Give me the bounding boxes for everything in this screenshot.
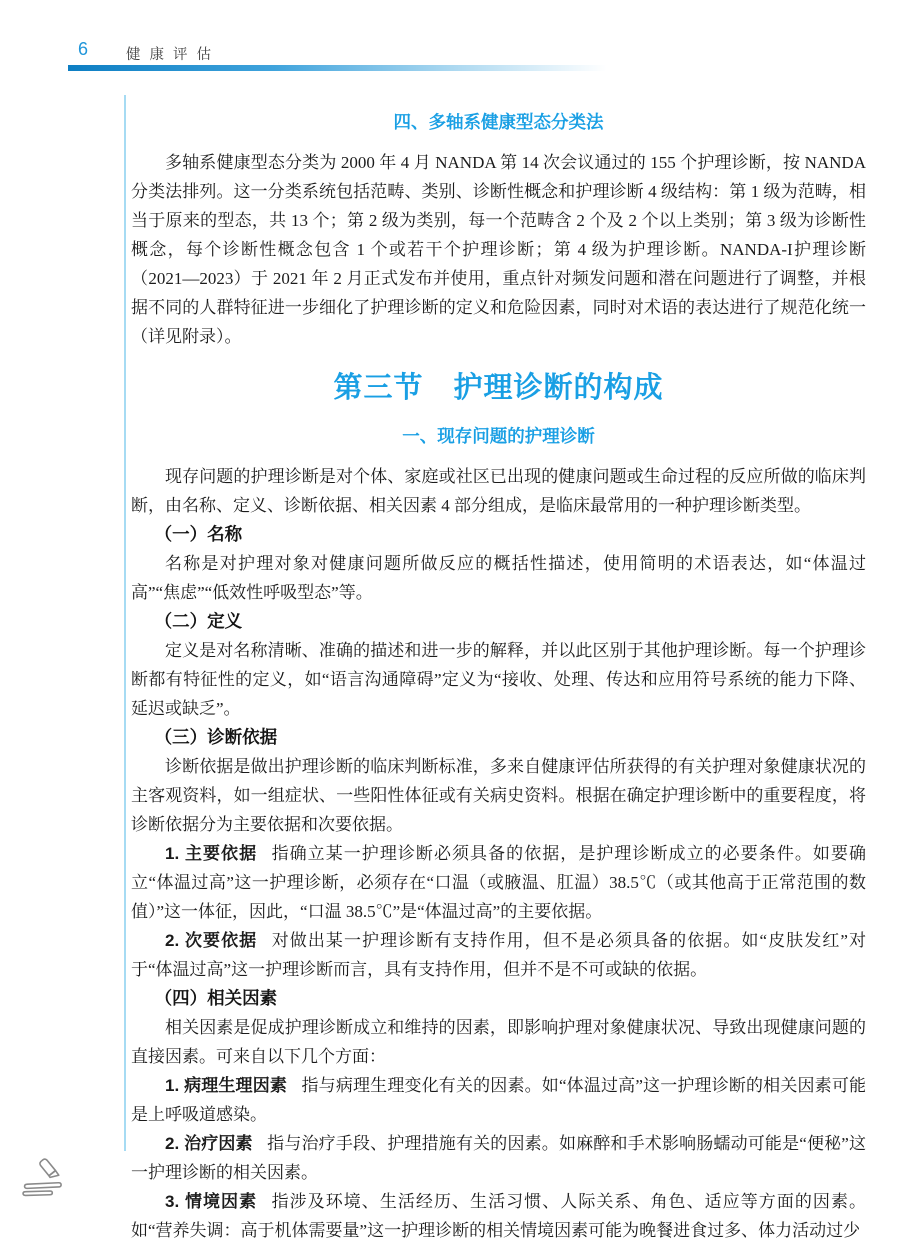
paragraph-diagnostic-basis: 诊断依据是做出护理诊断的临床判断标准，多来自健康评估所获得的有关护理对象健康状况的主客观资料，如一组症状、一些阳性体征或有关病史资料。根据在确定护理诊断中的重要程度，将诊断依据分为主要依据和次要依据。: [131, 757, 866, 834]
left-margin-rule: [124, 95, 126, 1151]
paragraph-multiaxis: 多轴系健康型态分类为 2000 年 4 月 NANDA 第 14 次会议通过的 155 个护理诊断，按 NANDA 分类法排列。这一分类系统包括范畴、类别、诊断性概念和护理诊断 4 级结构：第 1 级为范畴，相当于原来的型态，共 13 个；第 2 级为类别，每一个范畴含 2 个及 2 个以上类别；第 3 级为诊断性概念，每个诊断性概念包含 1 个或若干个护理诊断；第 4 级为护理诊断。NANDA-I护理诊断（2021—2023）于 2021 年 2 月正式发布并使用，重点针对频发问题和潜在问题进行了调整，并根据不同的人群特征进一步细化了护理诊断的定义和危险因素，同时对术语的表达进行了规范化统一（详见附录）。: [131, 153, 866, 346]
list-item-lead: 1. 病理生理因素: [165, 1076, 288, 1095]
list-item-pathophysiological: [131, 1071, 866, 1129]
list-item-text: 指涉及环境、生活经历、生活习惯、人际关系、角色、适应等方面的因素。如“营养失调：高于机体需要量”这一护理诊断的相关情境因素可能为晚餐进食过多、体力活动过少: [131, 1192, 866, 1240]
list-item-lead: 2. 次要依据: [165, 931, 258, 950]
paragraph-related-factors: 相关因素是促成护理诊断成立和维持的因素，即影响护理对象健康状况、导致出现健康问题的直接因素。可来自以下几个方面：: [131, 1018, 866, 1066]
subheading-diagnostic-basis: （三）诊断依据: [154, 727, 278, 747]
list-item-primary-basis: [131, 839, 866, 926]
list-item-text: 对做出某一护理诊断有支持作用，但不是必须具备的依据。如“皮肤发红”对于“体温过高”这一护理诊断而言，具有支持作用，但并不是不可或缺的依据。: [131, 931, 867, 979]
chapter-heading: 第三节 护理诊断的构成: [333, 372, 664, 404]
subheading-related-factors: （四）相关因素: [154, 988, 278, 1008]
list-item-text: 指与病理生理变化有关的因素。如“体温过高”这一护理诊断的相关因素可能是上呼吸道感染。: [131, 1076, 867, 1124]
subheading-name: （一）名称: [154, 524, 243, 544]
list-item-lead: 3. 情境因素: [165, 1192, 258, 1211]
page-number: 6: [78, 39, 89, 59]
list-item-text: 指确立某一护理诊断必须具备的依据，是护理诊断成立的必要条件。如要确立“体温过高”这一护理诊断，必须存在“口温（或腋温、肛温）38.5℃（或其他高于正常范围的数值）”这一体征，因此，“口温 38.5℃”是“体温过高”的主要依据。: [131, 844, 866, 921]
list-item-lead: 2. 治疗因素: [165, 1134, 253, 1153]
running-header-title: 健康评估: [126, 47, 220, 63]
header-gradient-bar: [68, 65, 860, 71]
paragraph-existing-problem-intro: 现存问题的护理诊断是对个体、家庭或社区已出现的健康问题或生命过程的反应所做的临床判断，由名称、定义、诊断依据、相关因素 4 部分组成，是临床最常用的一种护理诊断类型。: [131, 467, 866, 515]
page-body: [131, 104, 866, 1245]
list-item-secondary-basis: [131, 926, 866, 984]
section-heading-multiaxis: 四、多轴系健康型态分类法: [393, 112, 604, 132]
paragraph-definition: 定义是对名称清晰、准确的描述和进一步的解释，并以此区别于其他护理诊断。每一个护理诊断都有特征性的定义，如“语言沟通障碍”定义为“接收、处理、传达和应用符号系统的能力下降、延迟或缺乏”。: [131, 641, 866, 718]
pen-writing-icon: [18, 1156, 78, 1202]
list-item-lead: 1. 主要依据: [165, 844, 258, 863]
list-item-text: 指与治疗手段、护理措施有关的因素。如麻醉和手术影响肠蠕动可能是“便秘”这一护理诊断的相关因素。: [131, 1134, 867, 1182]
list-item-treatment: [131, 1129, 866, 1187]
subheading-definition: （二）定义: [154, 611, 243, 631]
list-item-situational: [131, 1187, 866, 1245]
paragraph-name: 名称是对护理对象对健康问题所做反应的概括性描述，使用简明的术语表达，如“体温过高”“焦虑”“低效性呼吸型态”等。: [131, 554, 866, 602]
section-heading-existing-problem: 一、现存问题的护理诊断: [402, 426, 595, 446]
